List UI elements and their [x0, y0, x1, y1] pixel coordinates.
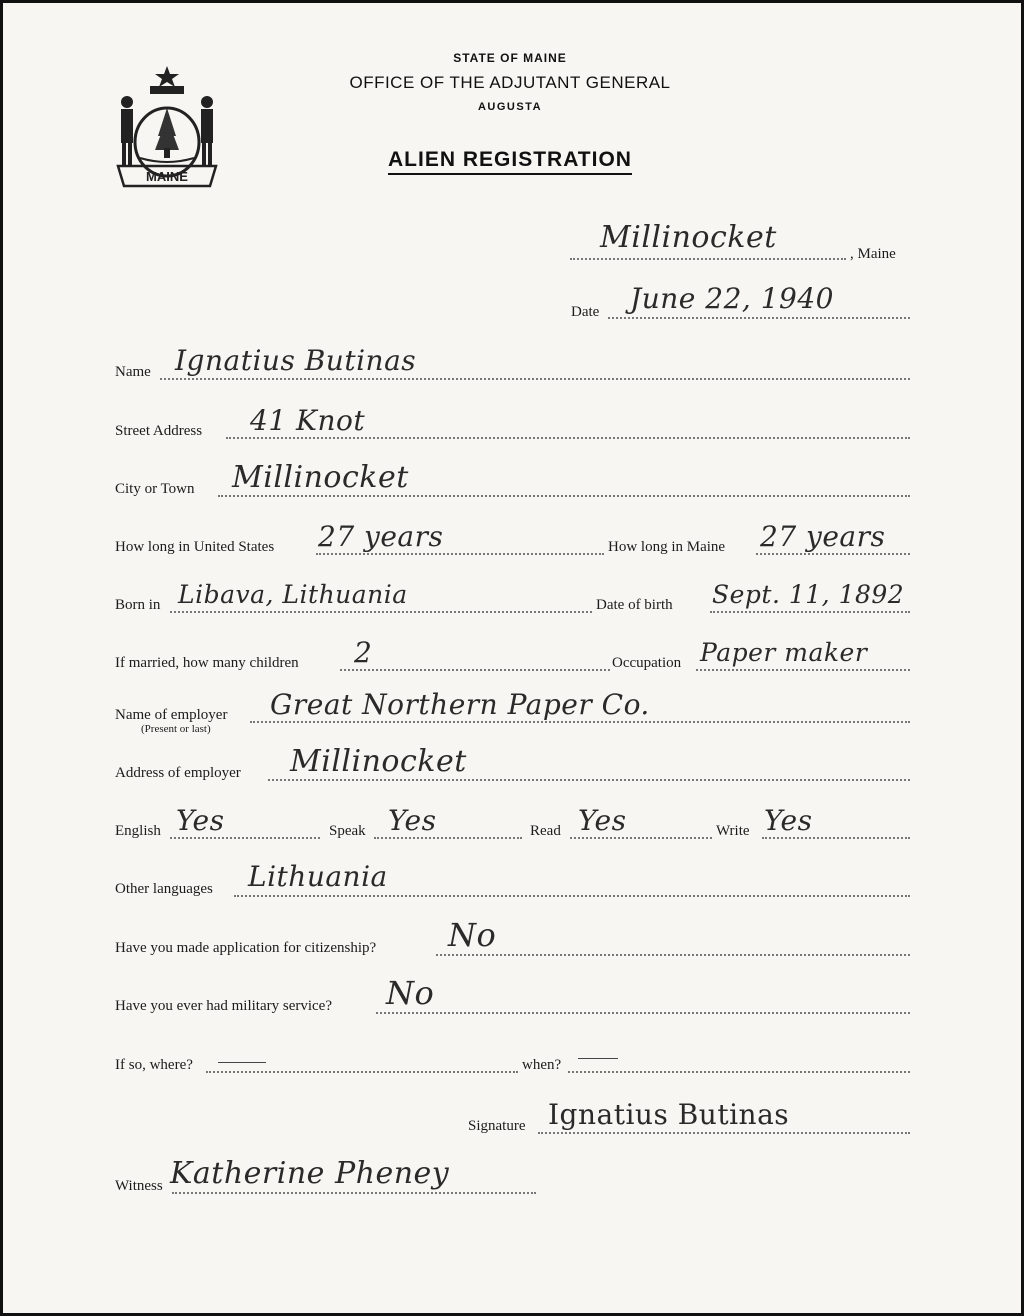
date-of-birth-label: Date of birth	[596, 597, 673, 613]
how-long-maine-label: How long in Maine	[608, 539, 726, 555]
maine-state-seal	[112, 62, 222, 190]
english-label: English	[115, 823, 161, 839]
city-label: City or Town	[115, 481, 195, 497]
form-title: ALIEN REGISTRATION	[290, 148, 730, 172]
signature-line	[538, 1132, 910, 1134]
office-heading: OFFICE OF THE ADJUTANT GENERAL	[349, 73, 671, 92]
citizenship-value: No	[448, 916, 497, 954]
english-value: Yes	[176, 804, 225, 837]
signature-value: Ignatius Butinas	[548, 1098, 790, 1131]
date-of-birth-value: Sept. 11, 1892	[712, 580, 905, 609]
military-value: No	[386, 974, 435, 1012]
street-value: 41 Knot	[250, 404, 366, 437]
how-long-us-line	[316, 553, 604, 555]
other-languages-line	[234, 895, 910, 897]
signature-label: Signature	[468, 1118, 526, 1134]
citizenship-label: Have you made application for citizenship?	[115, 940, 377, 956]
employer-value: Great Northern Paper Co.	[270, 688, 650, 721]
name-value: Ignatius Butinas	[175, 344, 417, 377]
date-value: June 22, 1940	[630, 282, 834, 315]
when-label: when?	[522, 1057, 562, 1073]
employer-note: (Present or last)	[141, 723, 211, 735]
where-label: If so, where?	[115, 1057, 193, 1073]
where-dash-mark	[218, 1062, 266, 1063]
children-line	[340, 669, 610, 671]
military-line	[376, 1012, 910, 1014]
witness-value: Katherine Pheney	[170, 1156, 450, 1191]
born-in-label: Born in	[115, 597, 161, 613]
write-line	[762, 837, 910, 839]
city-line	[218, 495, 910, 497]
maine-label: , Maine	[850, 246, 896, 262]
read-line	[570, 837, 712, 839]
how-long-maine-value: 27 years	[760, 520, 886, 553]
date-of-birth-line	[710, 611, 910, 613]
english-line	[170, 837, 320, 839]
when-line	[568, 1071, 910, 1073]
when-dash-mark	[578, 1058, 618, 1059]
street-line	[226, 437, 910, 439]
other-languages-value: Lithuania	[248, 860, 388, 893]
occupation-value: Paper maker	[700, 638, 868, 667]
employer-address-label: Address of employer	[115, 765, 241, 781]
city-heading: AUGUSTA	[477, 101, 543, 113]
witness-label: Witness	[115, 1178, 163, 1194]
children-label: If married, how many children	[115, 655, 299, 671]
born-in-value: Libava, Lithuania	[178, 580, 408, 609]
speak-line	[374, 837, 522, 839]
state-heading: STATE OF MAINE	[453, 51, 567, 65]
witness-line	[172, 1192, 536, 1194]
read-value: Yes	[578, 804, 627, 837]
how-long-us-value: 27 years	[318, 520, 444, 553]
citizenship-line	[436, 954, 910, 956]
employer-label: Name of employer	[115, 707, 228, 723]
city-value: Millinocket	[232, 460, 409, 495]
speak-value: Yes	[388, 804, 437, 837]
other-languages-label: Other languages	[115, 881, 213, 897]
how-long-us-label: How long in United States	[115, 539, 275, 555]
town-value: Millinocket	[600, 220, 777, 255]
speak-label: Speak	[329, 823, 366, 839]
write-label: Write	[716, 823, 750, 839]
children-value: 2	[354, 636, 373, 669]
name-line	[160, 378, 910, 380]
town-line	[570, 258, 846, 260]
name-label: Name	[115, 364, 151, 380]
date-line	[608, 317, 910, 319]
how-long-maine-line	[756, 553, 910, 555]
svg-text:MAINE: MAINE	[146, 169, 188, 184]
occupation-label: Occupation	[612, 655, 682, 671]
born-in-line	[170, 611, 592, 613]
where-line	[206, 1071, 518, 1073]
employer-address-line	[268, 779, 910, 781]
read-label: Read	[530, 823, 561, 839]
date-label: Date	[571, 304, 600, 320]
employer-address-value: Millinocket	[290, 744, 467, 779]
street-label: Street Address	[115, 423, 203, 439]
write-value: Yes	[764, 804, 813, 837]
military-label: Have you ever had military service?	[115, 998, 332, 1014]
employer-line	[250, 721, 910, 723]
occupation-line	[696, 669, 910, 671]
